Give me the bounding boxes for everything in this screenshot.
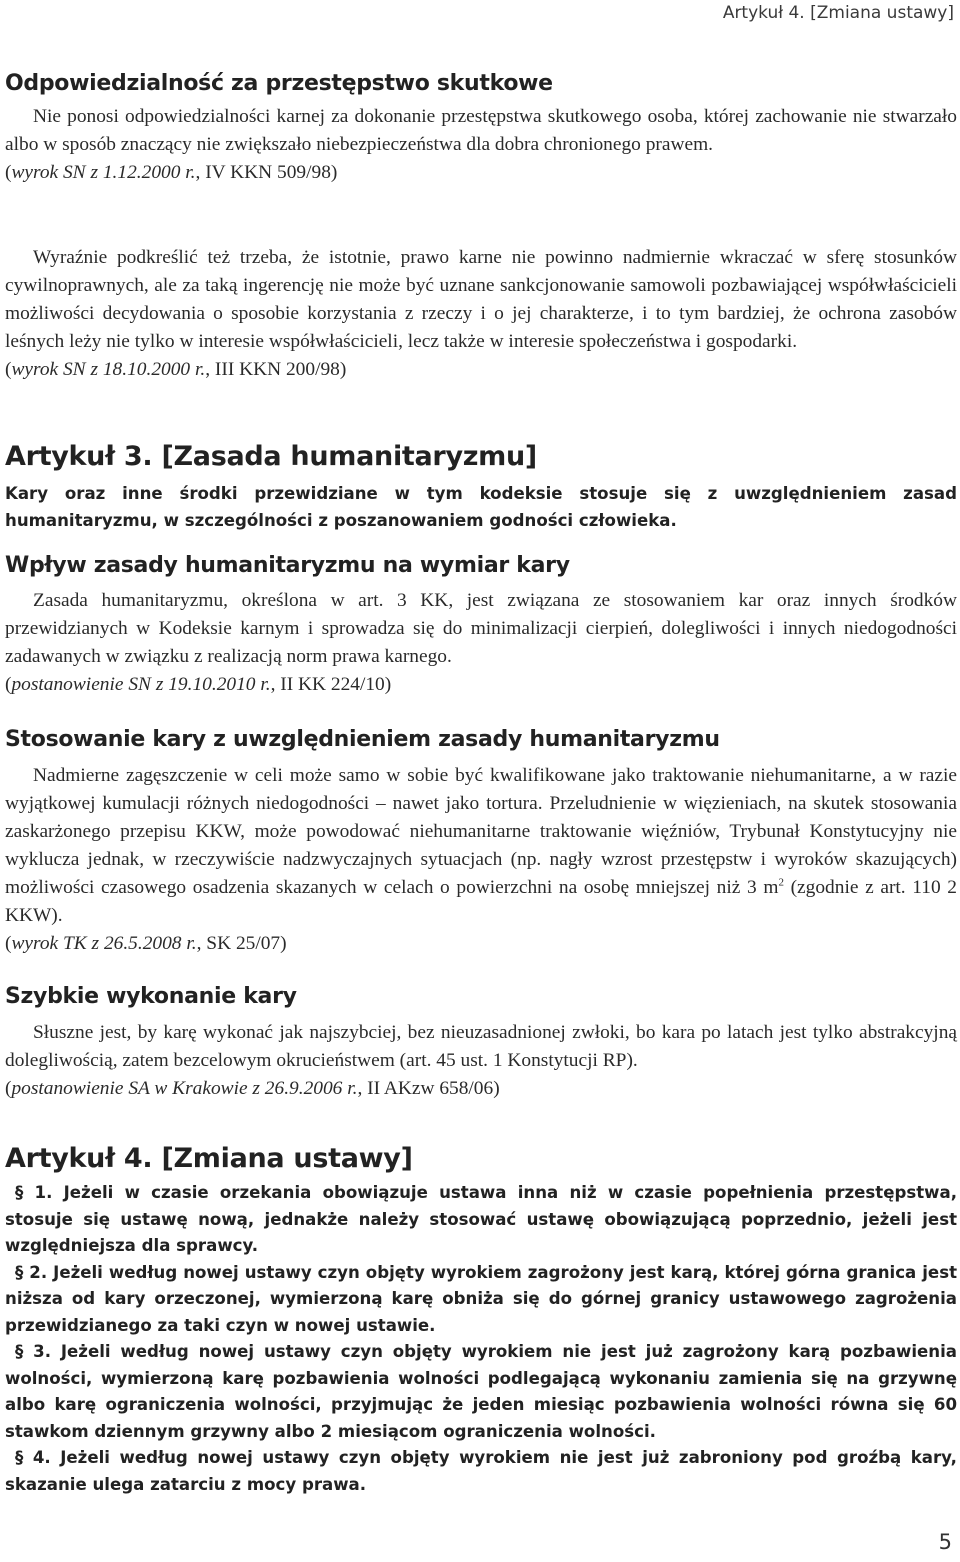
article-paragraph-4: § 4. Jeżeli według nowej ustawy czyn objęty wyrokiem nie jest już zabroniony pod groźbą kary, skazanie ulega zatarciu z mocy prawa. [5, 1448, 957, 1494]
article-paragraph-3: § 3. Jeżeli według nowej ustawy czyn objęty wyrokiem nie jest już zagrożony karą pozbawienia wolności, wymierzoną karę pozbawienia wolności podlegającą wykonaniu zamienia się na grzywnę albo karę ograniczenia wolności, przyjmując że jeden miesiąc pozbawienia wolności równa się 60 stawkom dziennym grzywny albo 2 miesiącom ograniczenia wolności. [5, 1342, 957, 1441]
citation-ref: postanowienie SA w Krakowie z 26.9.2006 r. [11, 1078, 358, 1099]
body-paragraph: Wyraźnie podkreślić też trzeba, że istotnie, prawo karne nie powinno nadmiernie wkraczać w sferę stosunków cywilnoprawnych, ale za taką ingerencję nie może być uznane sankcjonowanie samowoli pozbawiającej współwłaścicieli możliwości decydowania o sposobie korzystania z rzeczy i o jej charakterze, i to tym bardziej, że ochrona zasobów leśnych leży nie tylko w interesie współwłaścicieli, lecz także w interesie społeczeństwa i gospodarki. [5, 247, 957, 352]
citation: (postanowienie SA w Krakowie z 26.9.2006 r., II AKzw 658/06) [5, 1078, 500, 1099]
citation-signature: , IV KKN 509/98 [195, 162, 331, 183]
citation: (wyrok SN z 18.10.2000 r., III KKN 200/98) [5, 359, 347, 380]
section-wplyw [5, 552, 957, 699]
superscript: 2 [778, 876, 784, 889]
citation: (postanowienie SN z 19.10.2010 r., II KK 224/10) [5, 674, 392, 695]
article-4 [5, 1143, 957, 1498]
citation: (wyrok TK z 26.5.2008 r., SK 25/07) [5, 933, 287, 954]
body-paragraph: Nie ponosi odpowiedzialności karnej za dokonanie przestępstwa skutkowego osoba, której zachowanie nie stwarzało albo w sposób znaczący nie zwiększało niebezpieczeństwa dla dobra chronionego prawem. [5, 106, 957, 155]
section-szybkie [5, 983, 957, 1103]
article-title: Artykuł 4. [Zmiana ustawy] [5, 1143, 413, 1174]
body-paragraph: Zasada humanitaryzmu, określona w art. 3 KK, jest związana ze stosowaniem kar oraz innych środków przewidzianych w Kodeksie karnym i sprowadza się do minimalizacji cierpień, dolegliwości i innych niedogodności zadawanych w związku z realizacją norm prawa karnego. [5, 590, 957, 667]
citation-ref: wyrok TK z 26.5.2008 r. [11, 933, 197, 954]
citation-ref: postanowienie SN z 19.10.2010 r. [11, 674, 271, 695]
section-stosowanie [5, 726, 957, 958]
section-heading: Stosowanie kary z uwzględnieniem zasady humanitaryzmu [5, 727, 720, 752]
body-text: (zgodnie z art. 110 2 KKW). [5, 877, 957, 926]
section-heading: Wpływ zasady humanitaryzmu na wymiar kary [5, 553, 570, 578]
citation-ref: wyrok SN z 1.12.2000 r. [11, 162, 196, 183]
body-paragraph: Słuszne jest, by karę wykonać jak najszybciej, bez nieuzasadnionej zwłoki, bo kara po latach jest tylko abstrakcyjną dolegliwością, zatem bezcelowym okrucieństwem (art. 45 ust. 1 Konstytucji RP). [5, 1022, 957, 1071]
running-head: Artykuł 4. [Zmiana ustawy] [722, 3, 954, 23]
body-text: Nadmierne zagęszczenie w celi może samo w sobie być kwalifikowane jako traktowanie niehumanitarne, a w razie wyjątkowej kumulacji różnych niedogodności – nawet jako tortura. Przeludnienie w więzieniach, na skutek stosowania zaskarżonego przepisu KKW, może powodować niehumanitarne traktowanie więźniów, Trybunał Konstytucyjny nie wyklucza jednak, w rzeczywiście nadzwyczajnych sytuacjach (np. nagły wzrost przestępstw i wyroków skazujących) możliwości czasowego osadzenia skazanych w celach o powierzchni na osobę mniejszej niż 3 m [5, 765, 957, 898]
section-odpowiedzialnosc [5, 70, 957, 187]
citation-ref: wyrok SN z 18.10.2000 r. [11, 359, 206, 380]
article-paragraph-1: § 1. Jeżeli w czasie orzekania obowiązuje ustawa inna niż w czasie popełnienia przestępstwa, stosuje się ustawę nową, jednakże należy stosować ustawę obowiązującą poprzednio, jeżeli jest względniejsza dla sprawcy. [5, 1183, 957, 1255]
citation-signature: , III KKN 200/98 [205, 359, 340, 380]
body-paragraph [5, 762, 957, 930]
article-paragraph-2: § 2. Jeżeli według nowej ustawy czyn objęty wyrokiem zagrożony jest karą, której górna granica jest niższa od kary orzeczonej, wymierzoną karę obniża się do górnej granicy ustawowego zagrożenia przewidzianego za taki czyn w nowej ustawie. [5, 1262, 957, 1335]
citation-signature: , II KK 224/10 [270, 674, 385, 695]
article-3 [5, 441, 957, 534]
page-number: 5 [938, 1530, 952, 1554]
section-heading: Szybkie wykonanie kary [5, 984, 297, 1009]
section-heading: Odpowiedzialność za przestępstwo skutkowe [5, 71, 553, 96]
article-title: Artykuł 3. [Zasada humanitaryzmu] [5, 441, 537, 472]
section-cywilnoprawne [5, 244, 957, 384]
article-text: Kary oraz inne środki przewidziane w tym kodeksie stosuje się z uwzględnieniem zasad humanitaryzmu, w szczególności z poszanowaniem godności człowieka. [5, 484, 957, 530]
citation-signature: , II AKzw 658/06 [357, 1078, 494, 1099]
citation: (wyrok SN z 1.12.2000 r., IV KKN 509/98) [5, 162, 338, 183]
citation-signature: , SK 25/07 [196, 933, 281, 954]
